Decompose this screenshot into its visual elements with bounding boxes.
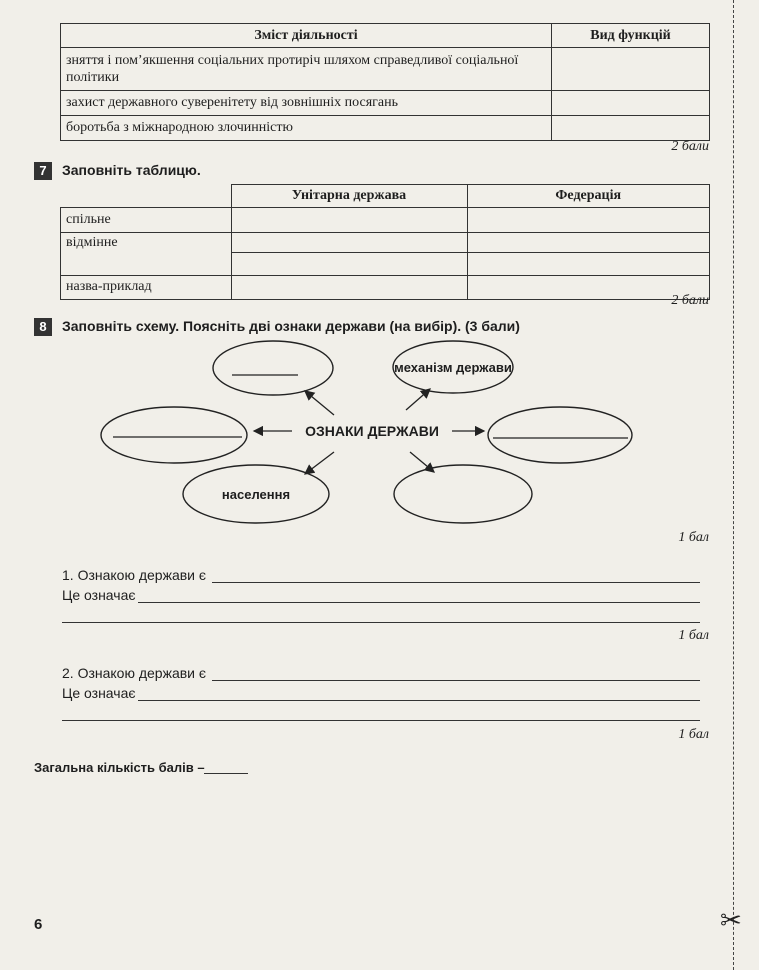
page-number: 6 — [34, 916, 43, 933]
score-task7: 2 бали — [671, 293, 709, 308]
empty-corner — [61, 185, 232, 208]
answer-cell[interactable] — [552, 91, 710, 116]
task7-text: Заповніть таблицю. — [62, 162, 201, 178]
score-task6: 2 бали — [671, 139, 709, 154]
table-row: захист державного суверенітету від зовнішніх посягань — [61, 91, 552, 116]
table-row: спільне — [61, 207, 232, 232]
answer1-extra-line[interactable] — [62, 622, 700, 623]
answer2-line[interactable] — [212, 680, 700, 681]
table-row: боротьба з міжнародною злочинністю — [61, 116, 552, 141]
header-federation: Федерація — [467, 185, 710, 208]
answer2-label: 2. Ознакою держави є — [62, 665, 207, 681]
answer1-line[interactable] — [212, 582, 700, 583]
answer-cell[interactable] — [231, 232, 467, 275]
answer-cell[interactable] — [231, 275, 467, 299]
table-row: назва-приклад — [61, 275, 232, 299]
scissors-icon: ✂ — [720, 906, 742, 936]
answer1-means: Це означає — [62, 587, 136, 603]
node-mechanism: механізм держави — [394, 360, 512, 375]
header-unitary: Унітарна держава — [231, 185, 467, 208]
answer2-means: Це означає — [62, 685, 136, 701]
node-population: населення — [221, 487, 291, 502]
answer-cell[interactable] — [467, 207, 710, 232]
diagram-center: ОЗНАКИ ДЕРЖАВИ — [305, 423, 439, 439]
answer-cell[interactable] — [552, 116, 710, 141]
answer-cell[interactable] — [552, 48, 710, 91]
total-score-label: Загальна кількість балів – — [34, 760, 205, 775]
header-function-type: Вид функцій — [552, 24, 710, 48]
answer1-means-line[interactable] — [138, 602, 700, 603]
task8-text: Заповніть схему. Поясніть дві ознаки держави (на вибір). (3 бали) — [62, 318, 520, 334]
answer1-label: 1. Ознакою держави є — [62, 567, 207, 583]
task-number-8: 8 — [34, 318, 52, 336]
task-number-7: 7 — [34, 162, 52, 180]
answer2-means-line[interactable] — [138, 700, 700, 701]
functions-table — [60, 23, 710, 141]
score-answer1: 1 бал — [678, 628, 709, 643]
table-row: зняття і пом’якшення соціальних протиріч шляхом справедливої соціальної політики — [61, 48, 552, 91]
score-diagram: 1 бал — [678, 530, 709, 545]
score-answer2: 1 бал — [678, 727, 709, 742]
answer-cell[interactable] — [467, 232, 710, 275]
header-content: Зміст діяльності — [61, 24, 552, 48]
state-forms-table — [60, 184, 710, 300]
answer2-extra-line[interactable] — [62, 720, 700, 721]
total-score-line[interactable] — [204, 773, 248, 774]
state-features-diagram — [0, 330, 759, 530]
table-row: відмінне — [61, 232, 232, 275]
answer-cell[interactable] — [231, 207, 467, 232]
